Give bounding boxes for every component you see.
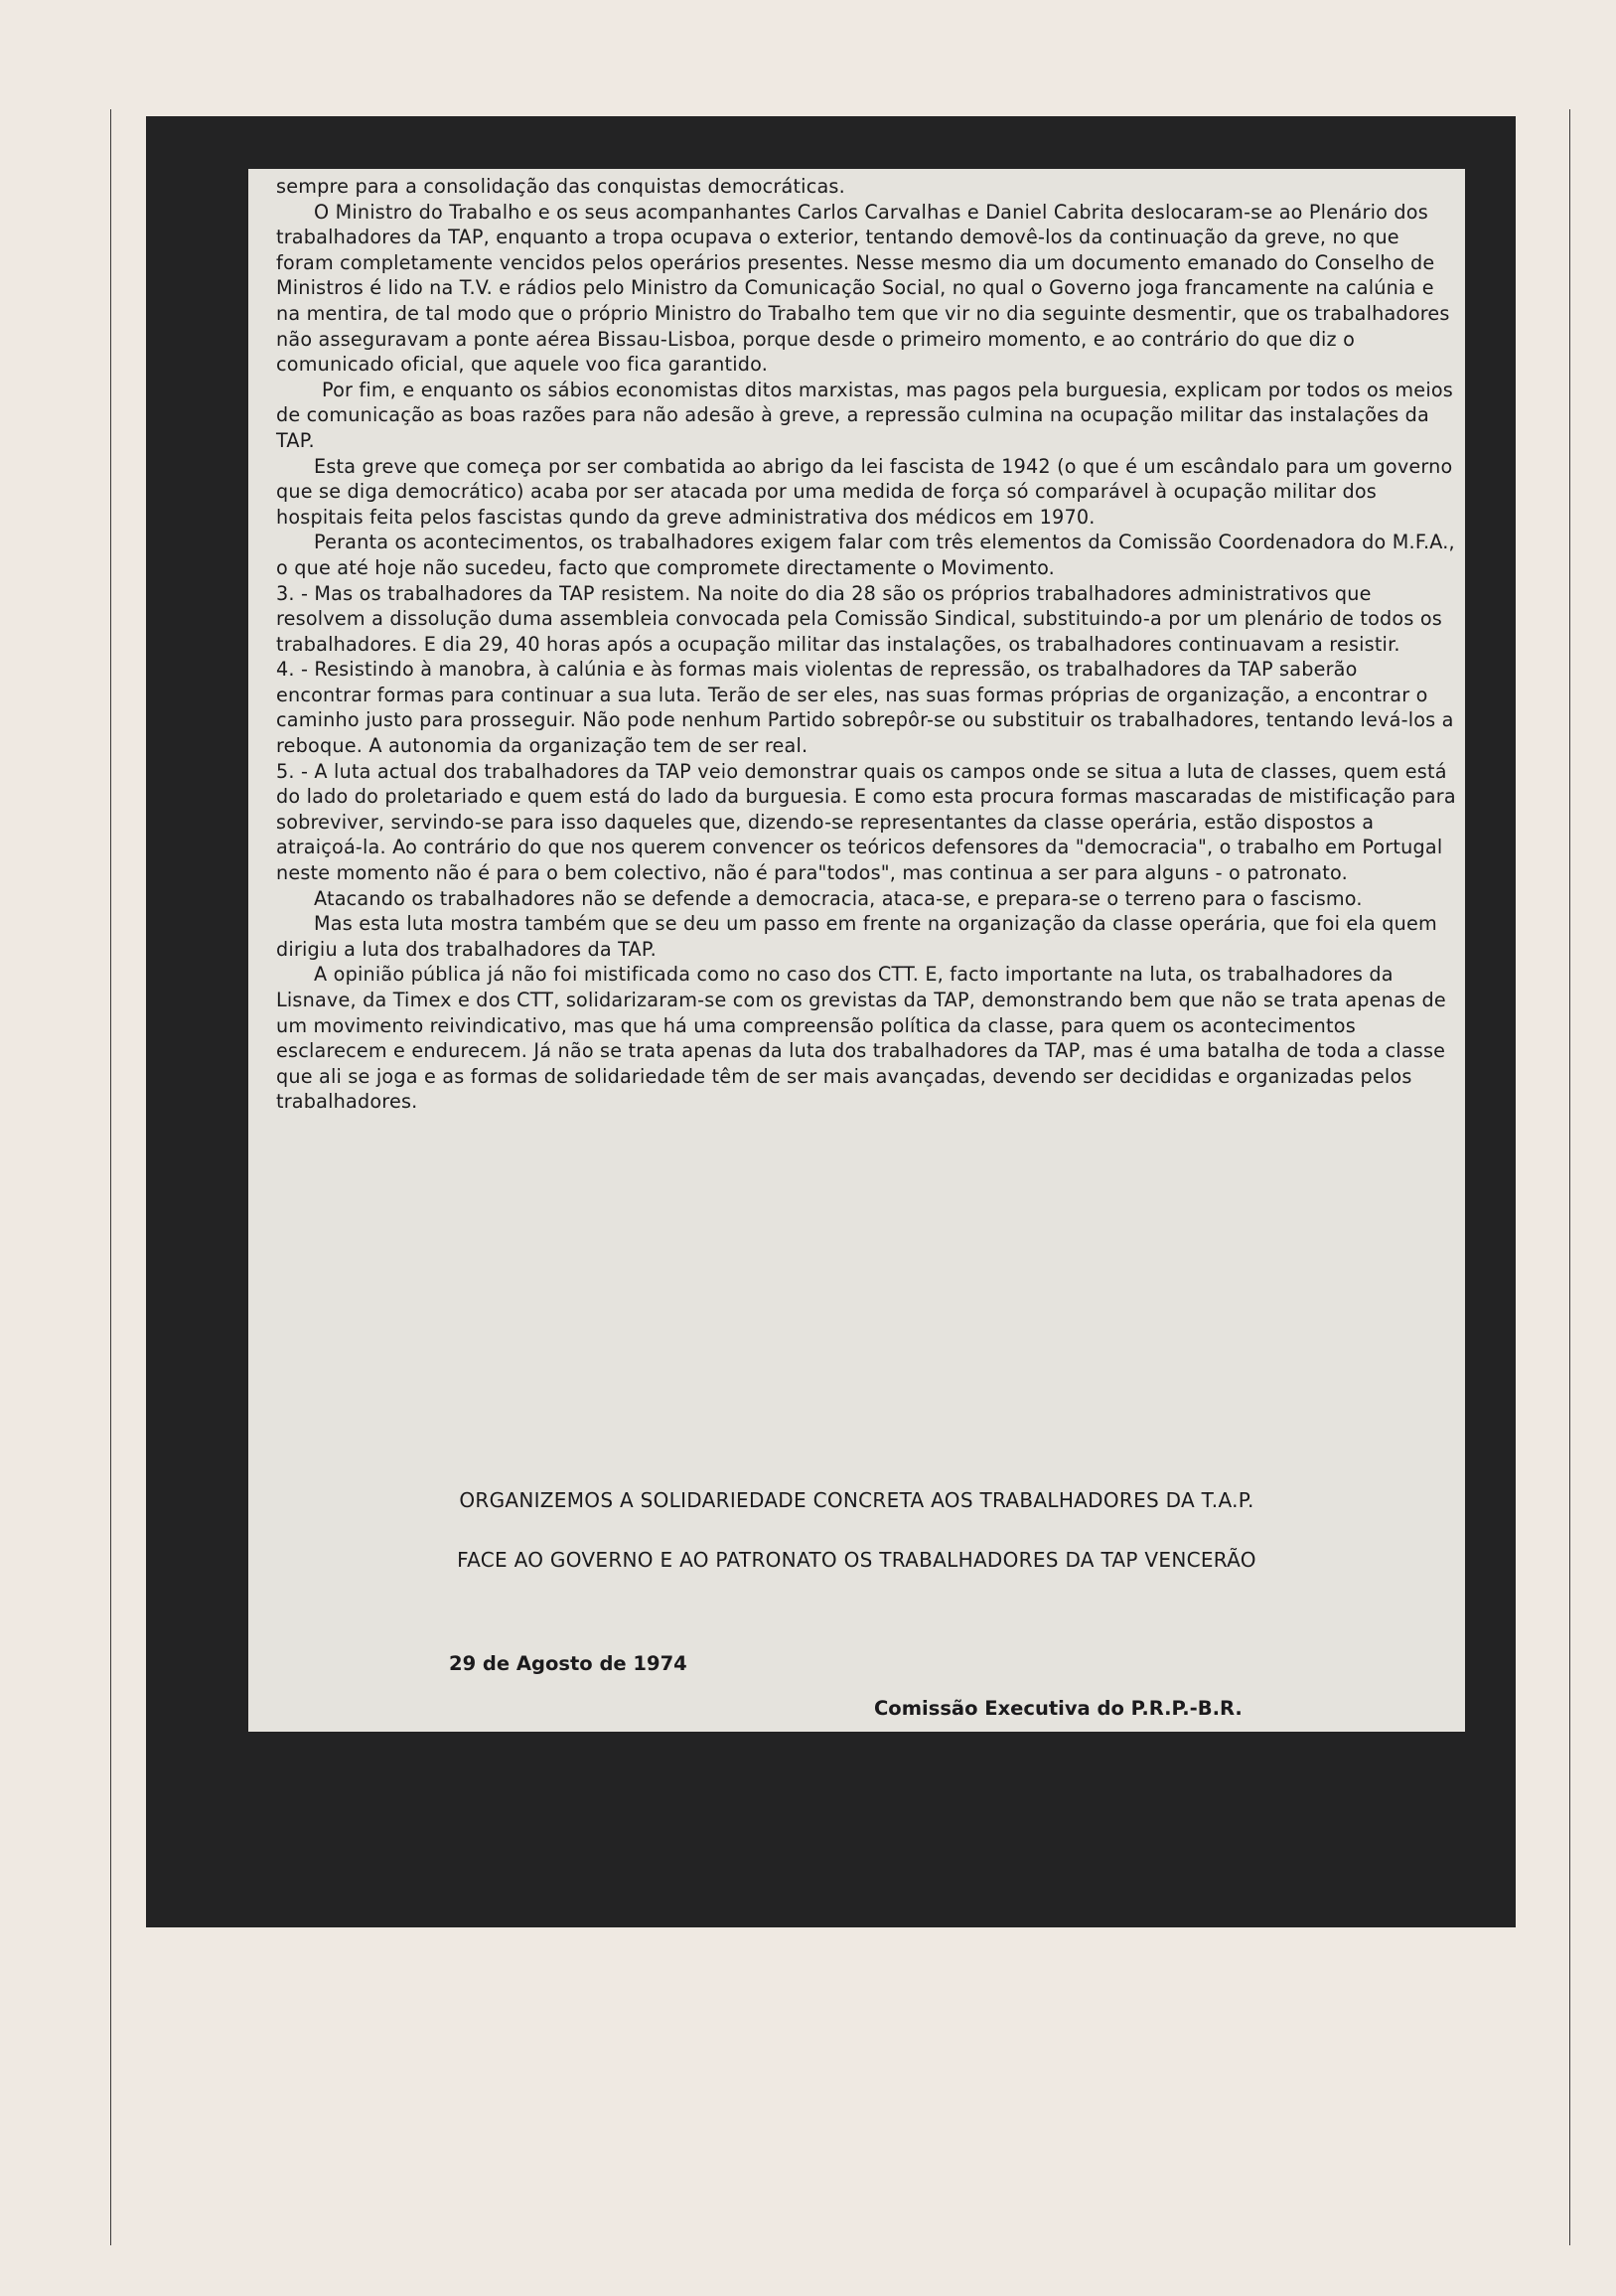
paragraph-9: Atacando os trabalhadores não se defende a democracia, ataca-se, e prepara-se o terreno para o fascismo. <box>314 886 1363 910</box>
paragraph-4: Esta greve que começa por ser combatida ao abrigo da lei fascista de 1942 (o que é um escândalo para um governo que se diga democrático) acaba por ser atacada por uma medida de força só comparável à ocupação militar dos hospitais feita pelos fascistas qundo da greve administrativa dos médicos em 1970. <box>276 454 1459 529</box>
paragraph-11: A opinião pública já não foi mistificada como no caso dos CTT. E, facto importante na luta, os trabalhadores da Lisnave, da Timex e dos CTT, solidarizaram-se com os grevistas da TAP, demonstrando bem que não se trata apenas de um movimento reivindicativo, mas que há uma compreensão política da classe, para quem os acontecimentos esclarecem e endurecem. Já não se trata apenas da luta dos trabalhadores da TAP, mas é uma batalha de toda a classe que ali se joga e as formas de solidariedade têm de ser mais avançadas, devendo ser decididas e organizadas pelos trabalhadores. <box>276 963 1453 1114</box>
document-signature: Comissão Executiva do P.R.P.-B.R. <box>874 1697 1243 1720</box>
paragraph-8: 5. - A luta actual dos trabalhadores da TAP veio demonstrar quais os campos onde se situa a luta de classes, quem está do lado do proletariado e quem está do lado da burguesia. E como esta procura formas mascaradas de mistificação para sobreviver, servindo-se para isso daqueles que, dizendo-se representantes da classe operária, estão dispostos a atraiçoá-la. Ao contrário do que nos querem convencer os teóricos defensores da "democracia", o trabalho em Portugal neste momento não é para o bem colectivo, não é para"todos", mas continua a ser para alguns - o patronato. <box>276 759 1463 885</box>
slogan-victory: FACE AO GOVERNO E AO PATRONATO OS TRABALHADORES DA TAP VENCERÃO <box>457 1548 1256 1572</box>
page-border-right <box>1569 109 1570 2245</box>
slogan-solidarity: ORGANIZEMOS A SOLIDARIEDADE CONCRETA AOS TRABALHADORES DA T.A.P. <box>459 1488 1254 1512</box>
document-sheet <box>248 169 1465 1732</box>
document-date: 29 de Agosto de 1974 <box>449 1652 687 1675</box>
paragraph-6: 3. - Mas os trabalhadores da TAP resistem. Na noite do dia 28 são os próprios trabalhadores administrativos que resolvem a dissolução duma assembleia convocada pela Comissão Sindical, substituindo-a por um plenário de todos os trabalhadores. E dia 29, 40 horas após a ocupação militar das instalações, os trabalhadores continuavam a resistir. <box>276 581 1449 656</box>
page-border-left <box>110 109 111 2245</box>
paragraph-10: Mas esta luta mostra também que se deu um passo em frente na organização da classe operária, que foi ela quem dirigiu a luta dos trabalhadores da TAP. <box>276 912 1444 961</box>
paragraph-1: sempre para a consolidação das conquistas democráticas. <box>276 175 845 198</box>
paragraph-3: Por fim, e enquanto os sábios economistas ditos marxistas, mas pagos pela burguesia, explicam por todos os meios de comunicação as boas razões para não adesão à greve, a repressão culmina na ocupação militar das instalações da TAP. <box>276 378 1460 452</box>
paragraph-7: 4. - Resistindo à manobra, à calúnia e às formas mais violentas de repressão, os trabalhadores da TAP saberão encontrar formas para continuar a sua luta. Terão de ser eles, nas suas formas próprias de organização, a encontrar o caminho justo para prosseguir. Não pode nenhum Partido sobrepôr-se ou substituir os trabalhadores, tentando levá-los a reboque. A autonomia da organização tem de ser real. <box>276 658 1460 758</box>
paragraph-2: O Ministro do Trabalho e os seus acompanhantes Carlos Carvalhas e Daniel Cabrita deslocaram-se ao Plenário dos trabalhadores da TAP, enquanto a tropa ocupava o exterior, tentando demovê-los da continuação da greve, no que foram completamente vencidos pelos operários presentes. Nesse mesmo dia um documento emanado do Conselho de Ministros é lido na T.V. e rádios pelo Ministro da Comunicação Social, no qual o Governo joga francamente na calúnia e na mentira, de tal modo que o próprio Ministro do Trabalho tem que vir no dia seguinte desmentir, que os trabalhadores não asseguravam a ponte aérea Bissau-Lisboa, porque desde o primeiro momento, e ao contrário do que diz o comunicado oficial, que aquele voo fica garantido. <box>276 200 1456 377</box>
paragraph-5: Peranta os acontecimentos, os trabalhadores exigem falar com três elementos da Comissão Coordenadora do M.F.A., o que até hoje não sucedeu, facto que compromete directamente o Movimento. <box>276 531 1462 579</box>
document-body <box>276 174 1463 1115</box>
